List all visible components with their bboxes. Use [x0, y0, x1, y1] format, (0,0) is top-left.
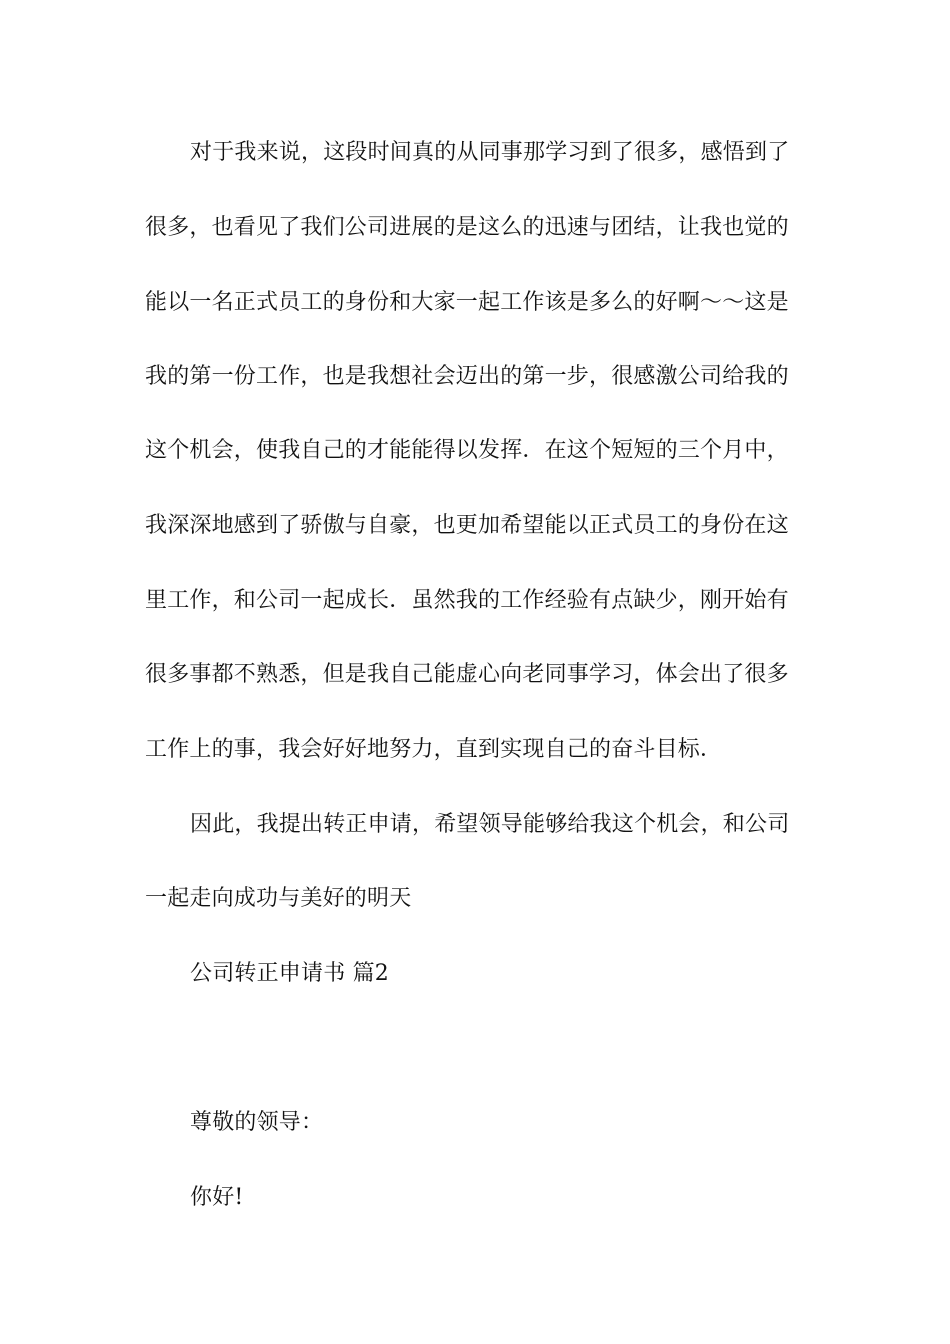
greeting: 你好!	[190, 1185, 244, 1210]
paragraph1-line-3: 能以一名正式员工的身份和大家一起工作该是多么的好啊～～这是	[145, 290, 789, 315]
paragraph2-line-1: 因此，我提出转正申请，希望领导能够给我这个机会，和公司	[190, 812, 790, 837]
section-title: 公司转正申请书 篇2	[190, 961, 389, 986]
paragraph1-line-6: 我深深地感到了骄傲与自豪，也更加希望能以正式员工的身份在这	[145, 513, 789, 538]
paragraph1-line-4: 我的第一份工作，也是我想社会迈出的第一步，很感激公司给我的	[145, 364, 789, 389]
paragraph2-line-2: 一起走向成功与美好的明天	[145, 886, 412, 911]
paragraph1-line-1: 对于我来说，这段时间真的从同事那学习到了很多，感悟到了	[190, 140, 790, 165]
paragraph1-line-7: 里工作，和公司一起成长．虽然我的工作经验有点缺少，刚开始有	[145, 588, 789, 613]
paragraph1-line-8: 很多事都不熟悉，但是我自己能虚心向老同事学习，体会出了很多	[145, 662, 789, 687]
salutation: 尊敬的领导：	[190, 1110, 324, 1135]
paragraph1-line-5: 这个机会，使我自己的才能能得以发挥．在这个短短的三个月中，	[145, 438, 789, 463]
paragraph1-line-2: 很多，也看见了我们公司进展的是这么的迅速与团结，让我也觉的	[145, 215, 789, 240]
paragraph1-line-9: 工作上的事，我会好好地努力，直到实现自己的奋斗目标．	[145, 737, 723, 762]
